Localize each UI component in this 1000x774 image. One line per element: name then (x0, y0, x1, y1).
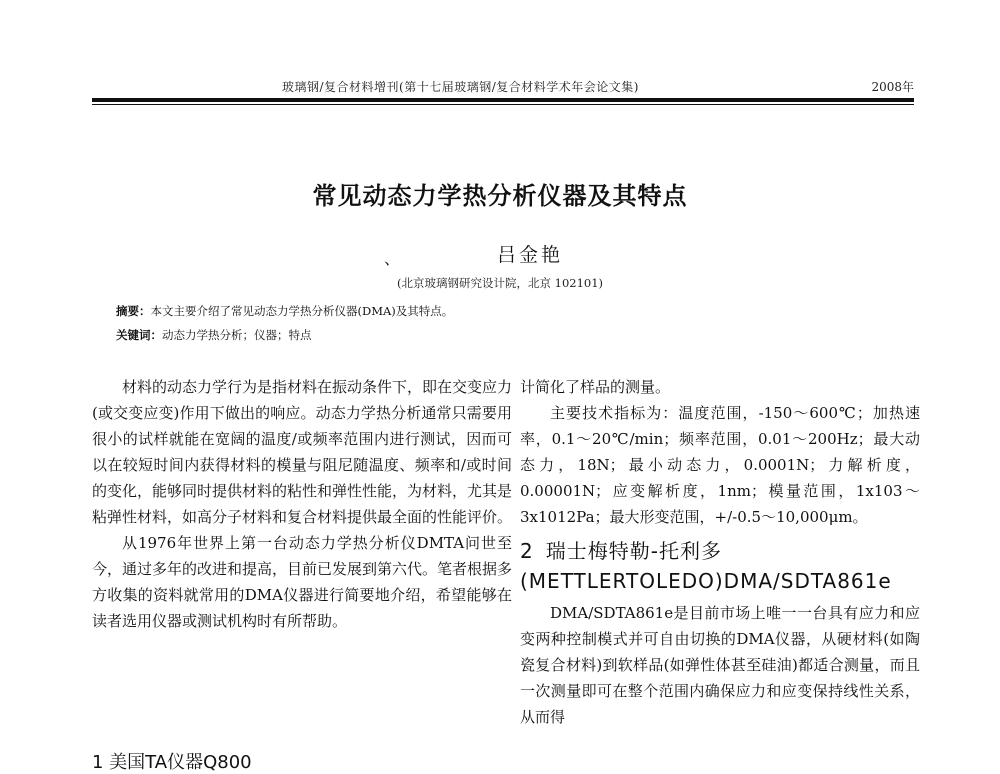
header-rule-thick (92, 98, 914, 102)
abstract (116, 303, 453, 319)
section-2-title: 瑞士梅特勒-托利多 (545, 539, 722, 563)
paper-title: 常见动态力学热分析仪器及其特点 (312, 182, 688, 210)
journal-name: 玻璃钢/复合材料增刊(第十七届玻璃钢/复合材料学术年会论文集) (282, 80, 639, 94)
section-2-paragraph: DMA/SDTA861e是目前市场上唯一一台具有应力和应变两种控制模式并可自由切换的DMA仪器，从硬材料(如陶瓷复合材料)到软样品(如弹性体甚至硅油)都适合测量，而且一次测量即可在整个范围内确保应力和应变保持线性关系，从而得 (520, 604, 920, 726)
section-1-heading-cut: 1 美国TA仪器Q800 (92, 752, 252, 773)
author-affiliation: (北京玻璃钢研究设计院，北京 102101) (396, 276, 604, 290)
section-2-number: 2 (520, 539, 534, 563)
author-mark: 、 (384, 249, 401, 268)
section-2-subtitle: (METTLERTOLEDO)DMA/SDTA861e (520, 569, 892, 593)
header-rule-thin (92, 104, 914, 105)
left-column (92, 374, 512, 634)
publication-year: 2008年 (871, 80, 914, 94)
author-name: 吕金艳 (496, 244, 563, 266)
abstract-text: 本文主要介绍了常见动态力学热分析仪器(DMA)及其特点。 (150, 304, 454, 318)
section-2-heading (520, 536, 920, 596)
intro-paragraph-1: 材料的动态力学行为是指材料在振动条件下，即在交变应力(或交变应变)作用下做出的响应。动态力学热分析通常只需要用很小的试样就能在宽阔的温度/或频率范围内进行测试，因而可以在较短时间内获得材料的模量与阻尼随温度、频率和/或时间的变化，能够同时提供材料的粘性和弹性性能，为材料，尤其是粘弹性材料，如高分子材料和复合材料提供最全面的性能评价。 (92, 378, 513, 526)
keywords (116, 327, 312, 343)
keywords-label: 关键词： (116, 328, 162, 342)
abstract-label: 摘要： (116, 304, 151, 318)
spec-paragraph: 主要技术指标为：温度范围，-150～600℃；加热速率，0.1～20℃/min；频率范围，0.01～200Hz；最大动态力，18N；最小动态力，0.0001N；力解析度，0.00001N；应变解析度，1nm；模量范围，1x103～3x1012Pa；最大形变范围，+/-0.5～10,000μm。 (520, 404, 920, 526)
keywords-text: 动态力学热分析；仪器；特点 (162, 328, 312, 342)
intro-paragraph-2: 从1976年世界上第一台动态力学热分析仪DMTA问世至今，通过多年的改进和提高，目前已发展到第六代。笔者根据多方收集的资料就常用的DMA仪器进行简要地介绍，希望能够在读者选用仪器或测试机构时有所帮助。 (92, 534, 513, 630)
continued-paragraph: 计简化了样品的测量。 (520, 378, 671, 396)
right-column (520, 374, 920, 730)
running-header (92, 76, 914, 96)
